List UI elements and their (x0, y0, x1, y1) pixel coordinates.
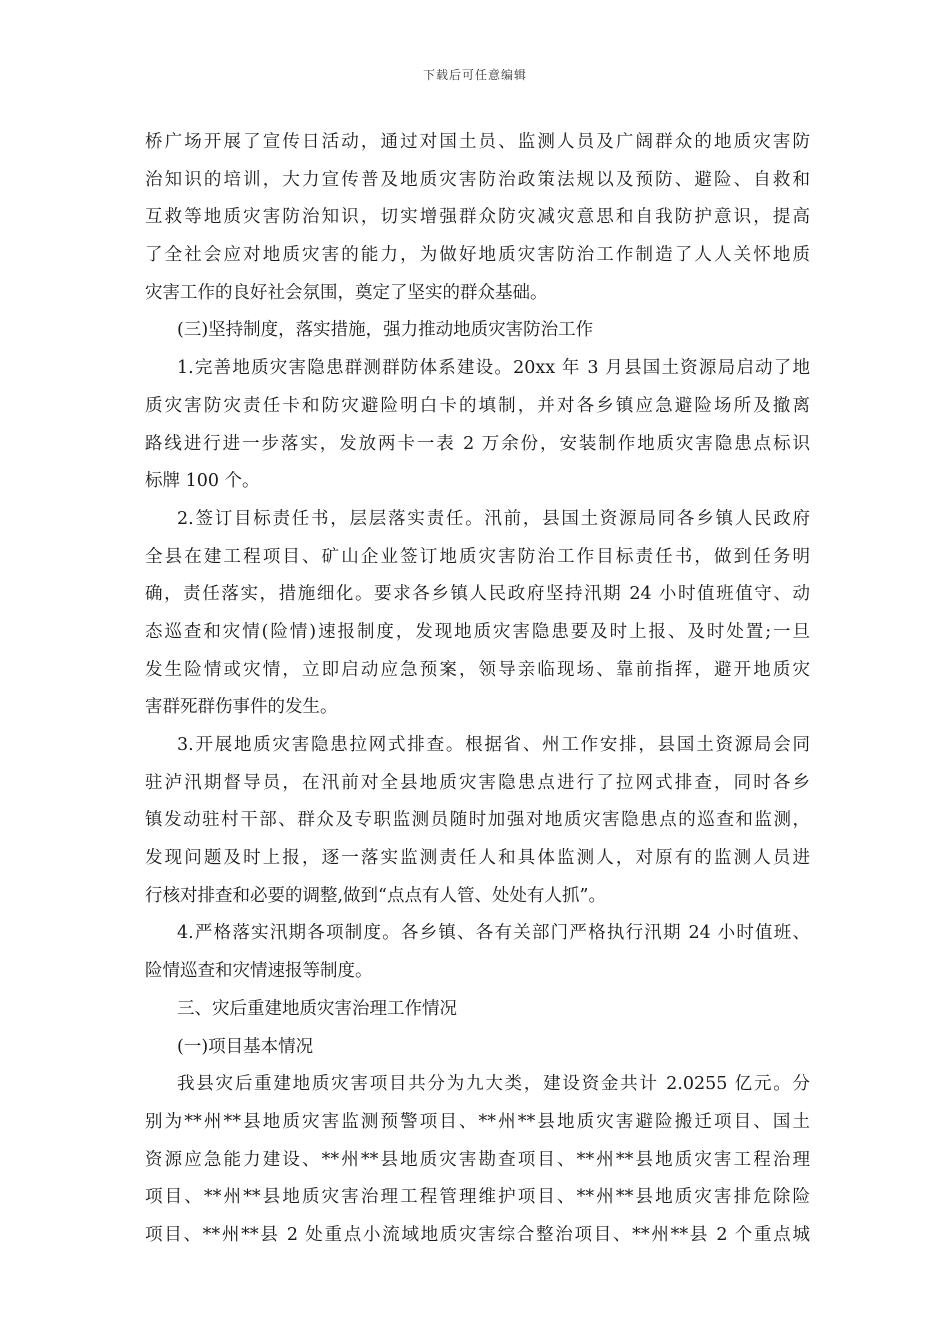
text-line: 1.完善地质灾害隐患群测群防体系建设。20xx 年 3 月县国土资源局启动了地 (177, 358, 810, 379)
text-line: 项目、**州**县 2 处重点小流域地质灾害综合整治项目、**州**县 2 个重点城 (145, 1224, 810, 1245)
text-line: 资源应急能力建设、**州**县地质灾害勘查项目、**州**县地质灾害工程治理 (145, 1149, 810, 1170)
text-line: 确，责任落实，措施细化。要求各乡镇人民政府坚持汛期 24 小时值班值守、动 (145, 584, 810, 605)
text-line: 灾害工作的良好社会氛围，奠定了坚实的群众基础。 (145, 282, 548, 303)
text-line: 路线进行进一步落实，发放两卡一表 2 万余份，安装制作地质灾害隐患点标识 (145, 433, 810, 454)
text-line: 4.严格落实汛期各项制度。各乡镇、各有关部门严格执行汛期 24 小时值班、 (177, 923, 810, 944)
text-line: 三、灾后重建地质灾害治理工作情况 (177, 998, 457, 1019)
text-line: 别为**州**县地质灾害监测预警项目、**州**县地质灾害避险搬迁项目、国土 (145, 1111, 810, 1132)
text-line: 治知识的培训，大力宣传普及地质灾害防治政策法规以及预防、避险、自救和 (145, 169, 810, 190)
text-line: 互救等地质灾害防治知识，切实增强群众防灾减灾意思和自我防护意识，提高 (145, 207, 810, 228)
text-line: (三)坚持制度，落实措施，强力推动地质灾害防治工作 (177, 320, 594, 341)
text-line: 险情巡查和灾情速报等制度。 (145, 961, 373, 982)
text-line: 发生险情或灾情，立即启动应急预案，领导亲临现场、靠前指挥，避开地质灾 (145, 659, 810, 680)
text-line: 标牌 100 个。 (145, 471, 260, 492)
page-header: 下载后可任意编辑 (422, 68, 527, 82)
text-line: 质灾害防灾责任卡和防灾避险明白卡的填制，并对各乡镇应急避险场所及撤离 (145, 395, 810, 416)
text-line: 发现问题及时上报，逐一落实监测责任人和具体监测人，对原有的监测人员进 (145, 848, 810, 869)
text-line: 镇发动驻村干部、群众及专职监测员随时加强对地质灾害隐患点的巡查和监测， (145, 810, 810, 831)
text-line: 了全社会应对地质灾害的能力，为做好地质灾害防治工作制造了人人关怀地质 (145, 245, 810, 266)
text-line: 3.开展地质灾害隐患拉网式排查。根据省、州工作安排，县国土资源局会同 (177, 735, 810, 755)
text-line: 行核对排查和必要的调整,做到“点点有人管、处处有人抓”。 (145, 885, 606, 906)
text-line: 态巡查和灾情(险情)速报制度，发现地质灾害隐患要及时上报、及时处置;一旦 (145, 621, 810, 642)
text-line: 全县在建工程项目、矿山企业签订地质灾害防治工作目标责任书，做到任务明 (145, 546, 810, 567)
text-line: 项目、**州**县地质灾害治理工程管理维护项目、**州**县地质灾害排危除险 (145, 1187, 810, 1208)
text-line: 2.签订目标责任书，层层落实责任。汛前，县国土资源局同各乡镇人民政府 (177, 508, 810, 529)
text-line: 害群死群伤事件的发生。 (145, 697, 338, 718)
text-line: 桥广场开展了宣传日活动，通过对国土员、监测人员及广阔群众的地质灾害防 (145, 132, 810, 152)
text-line: 我县灾后重建地质灾害项目共分为九大类，建设资金共计 2.0255 亿元。分 (177, 1074, 810, 1095)
text-line: 驻泸汛期督导员，在汛前对全县地质灾害隐患点进行了拉网式排查，同时各乡 (145, 772, 810, 793)
text-line: (一)项目基本情况 (177, 1036, 314, 1057)
document-body (145, 124, 810, 1255)
